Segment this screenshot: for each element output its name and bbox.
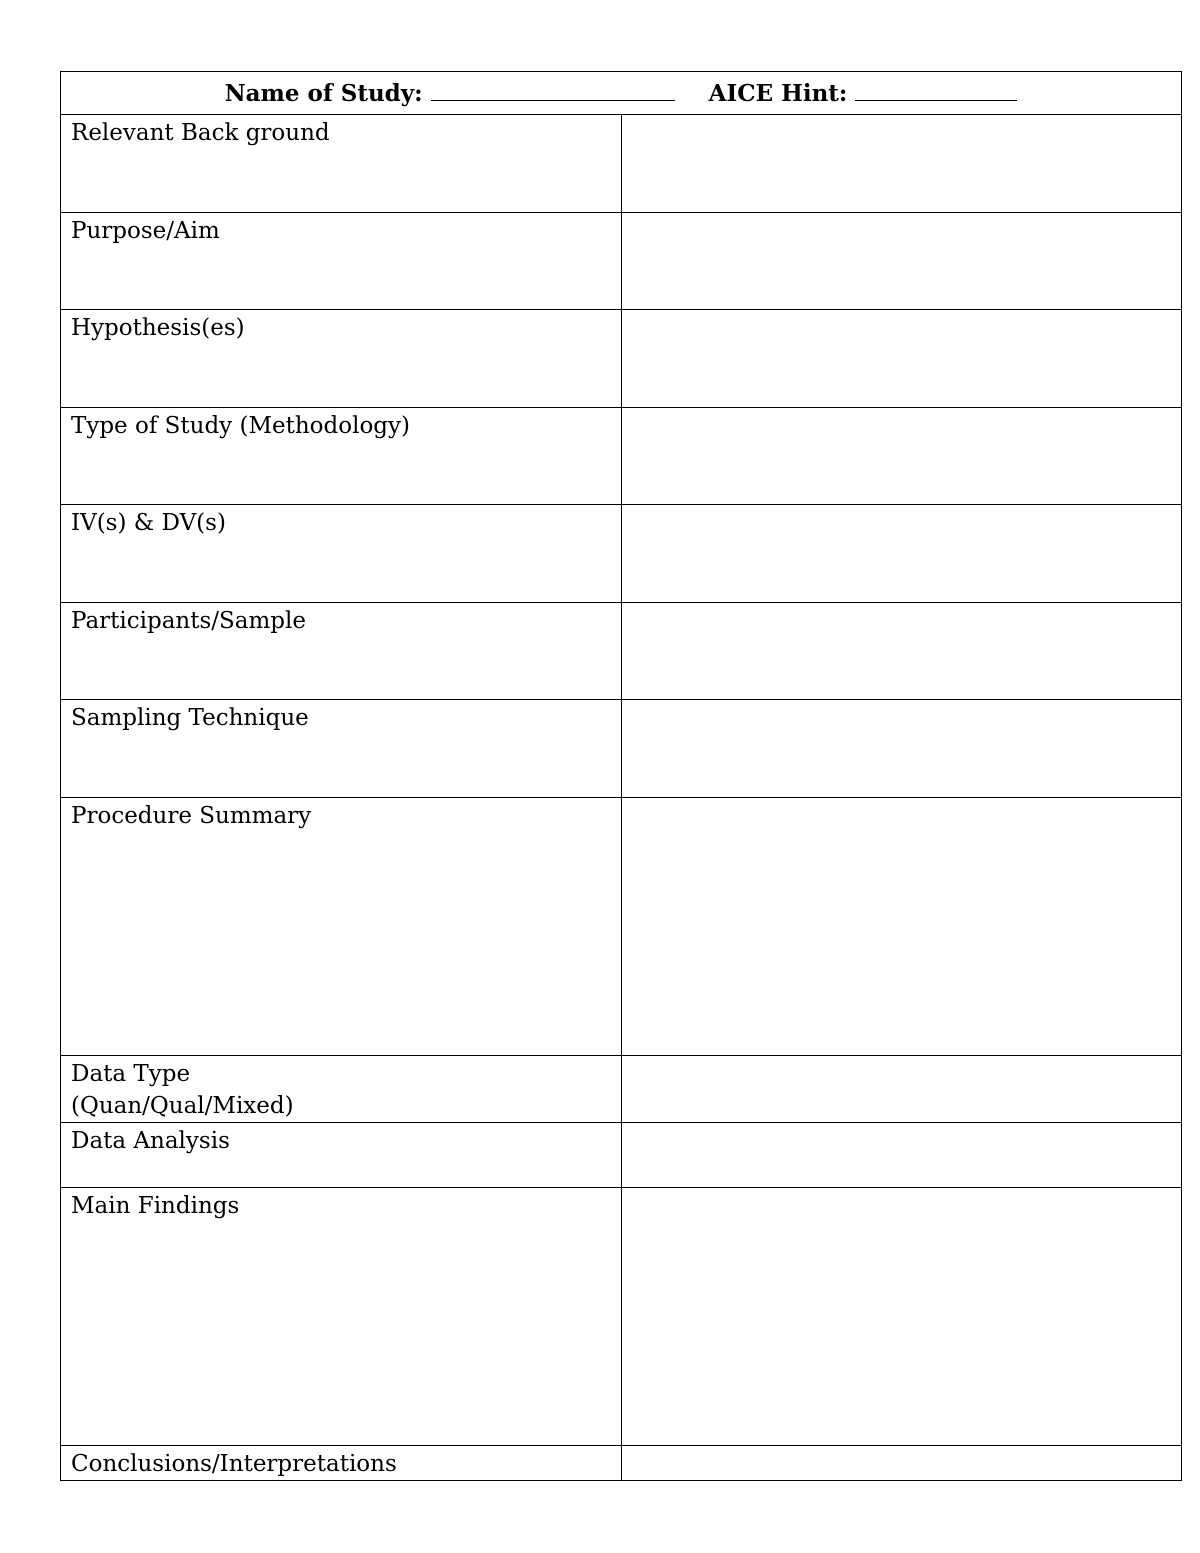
row-label-text: Conclusions/Interpretations — [71, 1451, 397, 1477]
row-data-analysis — [61, 1123, 1182, 1188]
row-participants-sample — [61, 603, 1182, 700]
row-label-text: Hypothesis(es) — [71, 315, 245, 341]
row-sampling-technique — [61, 700, 1182, 798]
answer-cell-sampling-technique[interactable] — [621, 700, 1182, 798]
row-label-text: Data Type — [71, 1061, 191, 1087]
row-label-text: Relevant Back ground — [71, 120, 330, 146]
study-summary-table — [60, 71, 1182, 1481]
header-row — [61, 72, 1182, 115]
row-hypotheses — [61, 310, 1182, 408]
row-label-text: Purpose/Aim — [71, 218, 220, 244]
row-label — [61, 1056, 622, 1123]
name-of-study-blank[interactable] — [431, 80, 675, 101]
row-label — [61, 1188, 622, 1446]
row-label — [61, 1123, 622, 1188]
row-type-of-study — [61, 408, 1182, 505]
row-label-text: IV(s) & DV(s) — [71, 510, 226, 536]
row-relevant-background — [61, 115, 1182, 213]
row-data-type — [61, 1056, 1182, 1123]
row-label-text: Main Findings — [71, 1193, 240, 1219]
row-label-text-line2: (Quan/Qual/Mixed) — [71, 1093, 294, 1119]
answer-cell-main-findings[interactable] — [621, 1188, 1182, 1446]
row-label — [61, 700, 622, 798]
row-label — [61, 115, 622, 213]
answer-cell-relevant-background[interactable] — [621, 115, 1182, 213]
answer-cell-hypotheses[interactable] — [621, 310, 1182, 408]
answer-cell-procedure-summary[interactable] — [621, 798, 1182, 1056]
row-iv-dv — [61, 505, 1182, 603]
row-conclusions — [61, 1446, 1182, 1481]
row-label — [61, 213, 622, 310]
answer-cell-purpose-aim[interactable] — [621, 213, 1182, 310]
answer-cell-participants-sample[interactable] — [621, 603, 1182, 700]
row-label-text: Data Analysis — [71, 1128, 230, 1154]
aice-hint-blank[interactable] — [855, 80, 1017, 101]
name-of-study-label: Name of Study: — [224, 79, 423, 107]
row-label-text: Type of Study (Methodology) — [71, 413, 410, 439]
answer-cell-conclusions[interactable] — [621, 1446, 1182, 1481]
aice-hint-label: AICE Hint: — [708, 79, 848, 107]
answer-cell-iv-dv[interactable] — [621, 505, 1182, 603]
row-label — [61, 798, 622, 1056]
row-main-findings — [61, 1188, 1182, 1446]
row-label — [61, 603, 622, 700]
row-label — [61, 1446, 622, 1481]
answer-cell-type-of-study[interactable] — [621, 408, 1182, 505]
header-cell — [61, 72, 1182, 115]
row-label-text: Participants/Sample — [71, 608, 306, 634]
answer-cell-data-analysis[interactable] — [621, 1123, 1182, 1188]
answer-cell-data-type[interactable] — [621, 1056, 1182, 1123]
row-label-text: Procedure Summary — [71, 803, 312, 829]
row-label — [61, 408, 622, 505]
row-label-text: Sampling Technique — [71, 705, 309, 731]
row-label — [61, 505, 622, 603]
row-purpose-aim — [61, 213, 1182, 310]
row-label — [61, 310, 622, 408]
row-procedure-summary — [61, 798, 1182, 1056]
